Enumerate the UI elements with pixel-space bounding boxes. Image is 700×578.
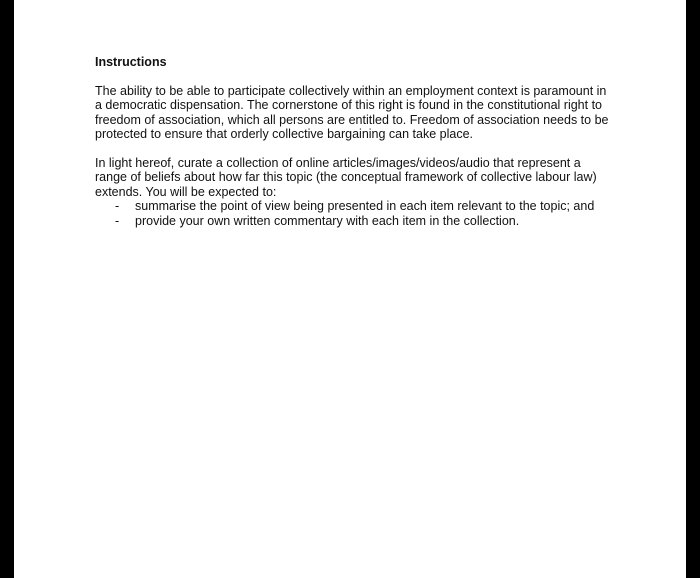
task-paragraph: In light hereof, curate a collection of online articles/images/videos/audio that represent a range of beliefs about how far this topic (the conceptual framework of collective labour law) extends. You will be expected to: xyxy=(95,155,597,199)
expectations-list xyxy=(95,199,615,228)
list-item-text: provide your own written commentary with each item in the collection. xyxy=(135,213,520,228)
bullet-dash: - xyxy=(115,213,120,228)
instructions-heading: Instructions xyxy=(95,55,167,69)
bullet-dash: - xyxy=(115,199,120,213)
list-item xyxy=(95,214,615,229)
list-item-text: summarise the point of view being presented in each item relevant to the topic; and xyxy=(135,199,595,213)
intro-paragraph: The ability to be able to participate collectively within an employment context is paramount in a democratic dispensation. The cornerstone of this right is found in the constitutional right to freedom of association, which all persons are entitled to. Freedom of association needs to be protected to ensure that orderly collective bargaining can take place. xyxy=(95,83,609,141)
document-page xyxy=(14,0,686,578)
list-item xyxy=(95,199,615,214)
document-content xyxy=(95,55,615,228)
